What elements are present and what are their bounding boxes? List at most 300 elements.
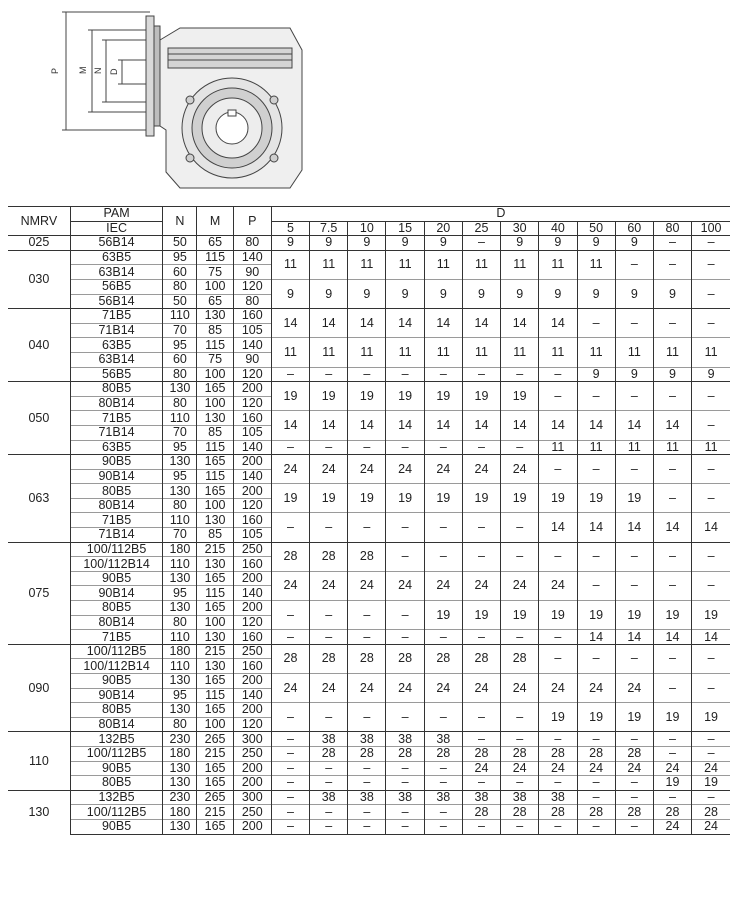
- p-cell: 300: [233, 790, 271, 805]
- d-value-cell: –: [692, 732, 730, 747]
- table-row: [8, 542, 730, 557]
- d-value-cell: 9: [615, 367, 653, 382]
- iec-cell: 80B5: [70, 382, 162, 397]
- iec-cell: 100/112B5: [70, 542, 162, 557]
- d-value-cell: 14: [577, 411, 615, 440]
- d-value-cell: –: [310, 703, 348, 732]
- d-value-cell: 24: [539, 761, 577, 776]
- d-value-cell: –: [692, 746, 730, 761]
- m-cell: 115: [197, 688, 233, 703]
- d-value-cell: 28: [424, 746, 462, 761]
- table-row: [8, 484, 730, 499]
- m-cell: 85: [197, 528, 233, 543]
- d-value-cell: 11: [692, 338, 730, 367]
- d-value-cell: –: [501, 513, 539, 542]
- m-cell: 75: [197, 265, 233, 280]
- dimension-table: [8, 206, 730, 835]
- d-value-cell: 19: [424, 382, 462, 411]
- d-value-cell: 38: [348, 732, 386, 747]
- d-value-cell: 28: [653, 805, 691, 820]
- d-value-cell: –: [348, 601, 386, 630]
- d-value-cell: 24: [501, 571, 539, 600]
- d-value-cell: 28: [577, 746, 615, 761]
- d-value-cell: 28: [348, 644, 386, 673]
- p-cell: 105: [233, 528, 271, 543]
- n-cell: 70: [163, 528, 197, 543]
- d-value-cell: 38: [348, 790, 386, 805]
- d-value-cell: 24: [348, 674, 386, 703]
- d-value-cell: 14: [577, 630, 615, 645]
- m-cell: 100: [197, 717, 233, 732]
- d-value-cell: –: [424, 776, 462, 791]
- table-row: [8, 279, 730, 294]
- header-d: D: [271, 207, 730, 222]
- m-cell: 75: [197, 352, 233, 367]
- d-value-cell: 14: [692, 513, 730, 542]
- d-value-cell: –: [539, 630, 577, 645]
- table-row: [8, 367, 730, 382]
- d-value-cell: 11: [386, 250, 424, 279]
- d-value-cell: –: [462, 367, 500, 382]
- d-value-cell: –: [501, 630, 539, 645]
- d-value-cell: 19: [577, 484, 615, 513]
- d-value-cell: 28: [348, 542, 386, 571]
- d-value-cell: –: [692, 455, 730, 484]
- iec-cell: 90B5: [70, 761, 162, 776]
- table-row: [8, 309, 730, 324]
- iec-cell: 71B14: [70, 528, 162, 543]
- d-value-cell: –: [615, 644, 653, 673]
- d-value-cell: 28: [271, 644, 309, 673]
- d-value-cell: –: [271, 790, 309, 805]
- iec-cell: 56B14: [70, 294, 162, 309]
- d-value-cell: 38: [386, 790, 424, 805]
- n-cell: 110: [163, 513, 197, 528]
- d-value-cell: –: [653, 571, 691, 600]
- p-cell: 200: [233, 484, 271, 499]
- table-row: [8, 644, 730, 659]
- iec-cell: 80B14: [70, 717, 162, 732]
- table-row: [8, 455, 730, 470]
- n-cell: 130: [163, 761, 197, 776]
- p-cell: 105: [233, 323, 271, 338]
- d-value-cell: 14: [271, 411, 309, 440]
- p-cell: 90: [233, 352, 271, 367]
- n-cell: 95: [163, 688, 197, 703]
- d-value-cell: 9: [501, 279, 539, 308]
- d-value-cell: 11: [615, 338, 653, 367]
- header-m: M: [197, 207, 233, 236]
- d-value-cell: 28: [501, 805, 539, 820]
- m-cell: 215: [197, 542, 233, 557]
- m-cell: 130: [197, 411, 233, 426]
- d-value-cell: –: [424, 819, 462, 834]
- d-value-cell: –: [692, 674, 730, 703]
- d-value-cell: –: [386, 761, 424, 776]
- header-d-col: 30: [501, 221, 539, 236]
- gearbox-drawing: [40, 0, 310, 200]
- d-value-cell: 24: [462, 571, 500, 600]
- d-value-cell: 28: [539, 805, 577, 820]
- m-cell: 165: [197, 601, 233, 616]
- iec-cell: 80B14: [70, 615, 162, 630]
- p-cell: 80: [233, 236, 271, 251]
- d-value-cell: 28: [615, 746, 653, 761]
- n-cell: 80: [163, 717, 197, 732]
- iec-cell: 90B14: [70, 688, 162, 703]
- d-value-cell: –: [577, 732, 615, 747]
- d-value-cell: 14: [501, 309, 539, 338]
- d-value-cell: –: [386, 513, 424, 542]
- d-value-cell: 24: [577, 761, 615, 776]
- dim-label-n: N: [93, 67, 103, 74]
- d-value-cell: 19: [615, 484, 653, 513]
- d-value-cell: 9: [271, 279, 309, 308]
- d-value-cell: –: [653, 309, 691, 338]
- d-value-cell: 9: [501, 236, 539, 251]
- d-value-cell: 19: [692, 776, 730, 791]
- p-cell: 160: [233, 659, 271, 674]
- d-value-cell: 24: [424, 674, 462, 703]
- n-cell: 95: [163, 250, 197, 265]
- d-value-cell: 11: [424, 250, 462, 279]
- header-d-col: 100: [692, 221, 730, 236]
- d-value-cell: –: [692, 250, 730, 279]
- d-value-cell: 14: [424, 309, 462, 338]
- d-value-cell: –: [577, 776, 615, 791]
- n-cell: 130: [163, 703, 197, 718]
- m-cell: 65: [197, 294, 233, 309]
- d-value-cell: 24: [577, 674, 615, 703]
- header-d-col: 40: [539, 221, 577, 236]
- d-value-cell: –: [310, 630, 348, 645]
- d-value-cell: 9: [462, 279, 500, 308]
- d-value-cell: –: [653, 746, 691, 761]
- n-cell: 110: [163, 309, 197, 324]
- d-value-cell: 19: [271, 382, 309, 411]
- d-value-cell: –: [348, 367, 386, 382]
- d-value-cell: –: [271, 761, 309, 776]
- header-d-col: 7.5: [310, 221, 348, 236]
- d-value-cell: 9: [386, 236, 424, 251]
- iec-cell: 100/112B5: [70, 746, 162, 761]
- d-value-cell: 14: [539, 309, 577, 338]
- d-value-cell: –: [539, 732, 577, 747]
- m-cell: 130: [197, 557, 233, 572]
- m-cell: 165: [197, 571, 233, 586]
- d-value-cell: –: [501, 367, 539, 382]
- table-row: [8, 746, 730, 761]
- p-cell: 250: [233, 644, 271, 659]
- iec-cell: 80B5: [70, 703, 162, 718]
- n-cell: 80: [163, 498, 197, 513]
- iec-cell: 63B14: [70, 265, 162, 280]
- p-cell: 300: [233, 732, 271, 747]
- d-value-cell: 28: [386, 746, 424, 761]
- d-value-cell: 14: [653, 411, 691, 440]
- m-cell: 100: [197, 615, 233, 630]
- d-value-cell: –: [462, 440, 500, 455]
- d-value-cell: 19: [539, 601, 577, 630]
- d-value-cell: –: [271, 776, 309, 791]
- m-cell: 165: [197, 455, 233, 470]
- iec-cell: 90B14: [70, 469, 162, 484]
- d-value-cell: –: [386, 601, 424, 630]
- iec-cell: 90B14: [70, 586, 162, 601]
- d-value-cell: 24: [692, 819, 730, 834]
- d-value-cell: 9: [310, 236, 348, 251]
- dim-label-m: M: [78, 66, 88, 74]
- p-cell: 250: [233, 746, 271, 761]
- iec-cell: 63B5: [70, 338, 162, 353]
- d-value-cell: 14: [615, 630, 653, 645]
- table-row: [8, 761, 730, 776]
- nmrv-size-cell: 040: [8, 309, 70, 382]
- d-value-cell: –: [271, 819, 309, 834]
- d-value-cell: 19: [577, 601, 615, 630]
- d-value-cell: –: [271, 805, 309, 820]
- d-value-cell: 9: [386, 279, 424, 308]
- d-value-cell: –: [310, 513, 348, 542]
- table-row: [8, 338, 730, 353]
- n-cell: 110: [163, 630, 197, 645]
- table-row: [8, 805, 730, 820]
- d-value-cell: –: [271, 601, 309, 630]
- d-value-cell: –: [692, 279, 730, 308]
- iec-cell: 80B5: [70, 776, 162, 791]
- d-value-cell: 38: [310, 790, 348, 805]
- d-value-cell: –: [692, 382, 730, 411]
- d-value-cell: 28: [271, 542, 309, 571]
- d-value-cell: 11: [462, 338, 500, 367]
- d-value-cell: –: [348, 761, 386, 776]
- d-value-cell: –: [424, 805, 462, 820]
- d-value-cell: 24: [692, 761, 730, 776]
- d-value-cell: 28: [310, 746, 348, 761]
- d-value-cell: –: [424, 703, 462, 732]
- d-value-cell: –: [271, 732, 309, 747]
- d-value-cell: 24: [615, 761, 653, 776]
- d-value-cell: 11: [271, 250, 309, 279]
- d-value-cell: –: [653, 382, 691, 411]
- d-value-cell: 19: [462, 382, 500, 411]
- d-value-cell: 14: [539, 513, 577, 542]
- iec-cell: 71B5: [70, 513, 162, 528]
- header-p: P: [233, 207, 271, 236]
- d-value-cell: –: [310, 440, 348, 455]
- n-cell: 110: [163, 659, 197, 674]
- table-row: [8, 382, 730, 397]
- d-value-cell: –: [348, 805, 386, 820]
- p-cell: 200: [233, 455, 271, 470]
- d-value-cell: –: [386, 805, 424, 820]
- d-value-cell: 24: [271, 674, 309, 703]
- d-value-cell: –: [539, 455, 577, 484]
- nmrv-size-cell: 050: [8, 382, 70, 455]
- d-value-cell: 38: [424, 732, 462, 747]
- p-cell: 200: [233, 571, 271, 586]
- d-value-cell: 28: [386, 644, 424, 673]
- n-cell: 230: [163, 790, 197, 805]
- table-row: [8, 630, 730, 645]
- p-cell: 200: [233, 776, 271, 791]
- d-value-cell: 9: [577, 236, 615, 251]
- d-value-cell: –: [615, 542, 653, 571]
- d-value-cell: –: [577, 790, 615, 805]
- d-value-cell: 19: [653, 703, 691, 732]
- d-value-cell: 14: [424, 411, 462, 440]
- d-value-cell: –: [692, 411, 730, 440]
- iec-cell: 71B14: [70, 323, 162, 338]
- d-value-cell: 24: [653, 819, 691, 834]
- n-cell: 80: [163, 615, 197, 630]
- d-value-cell: –: [501, 440, 539, 455]
- d-value-cell: –: [424, 440, 462, 455]
- d-value-cell: –: [577, 382, 615, 411]
- iec-cell: 90B5: [70, 819, 162, 834]
- d-value-cell: 19: [501, 601, 539, 630]
- n-cell: 80: [163, 367, 197, 382]
- d-value-cell: 24: [386, 571, 424, 600]
- iec-cell: 71B5: [70, 630, 162, 645]
- d-value-cell: 28: [462, 805, 500, 820]
- n-cell: 130: [163, 484, 197, 499]
- m-cell: 115: [197, 440, 233, 455]
- d-value-cell: 11: [386, 338, 424, 367]
- m-cell: 130: [197, 630, 233, 645]
- d-value-cell: –: [462, 542, 500, 571]
- d-value-cell: 14: [615, 513, 653, 542]
- table-row: [8, 411, 730, 426]
- n-cell: 70: [163, 323, 197, 338]
- d-value-cell: –: [501, 776, 539, 791]
- n-cell: 180: [163, 542, 197, 557]
- d-value-cell: –: [386, 819, 424, 834]
- nmrv-size-cell: 090: [8, 644, 70, 732]
- iec-cell: 100/112B5: [70, 805, 162, 820]
- d-value-cell: –: [615, 790, 653, 805]
- d-value-cell: 9: [424, 279, 462, 308]
- d-value-cell: –: [310, 805, 348, 820]
- d-value-cell: –: [539, 819, 577, 834]
- d-value-cell: 24: [539, 571, 577, 600]
- p-cell: 120: [233, 367, 271, 382]
- p-cell: 250: [233, 805, 271, 820]
- d-value-cell: –: [424, 367, 462, 382]
- d-value-cell: 14: [271, 309, 309, 338]
- d-value-cell: 9: [348, 236, 386, 251]
- d-value-cell: 11: [348, 250, 386, 279]
- d-value-cell: –: [386, 776, 424, 791]
- d-value-cell: –: [653, 484, 691, 513]
- p-cell: 140: [233, 688, 271, 703]
- d-value-cell: 38: [539, 790, 577, 805]
- d-value-cell: –: [462, 703, 500, 732]
- d-value-cell: 14: [462, 309, 500, 338]
- iec-cell: 71B14: [70, 425, 162, 440]
- m-cell: 130: [197, 659, 233, 674]
- m-cell: 215: [197, 805, 233, 820]
- iec-cell: 80B5: [70, 484, 162, 499]
- table-row: [8, 440, 730, 455]
- d-value-cell: 38: [386, 732, 424, 747]
- p-cell: 200: [233, 703, 271, 718]
- iec-cell: 80B14: [70, 396, 162, 411]
- d-value-cell: –: [310, 761, 348, 776]
- d-value-cell: 11: [539, 440, 577, 455]
- d-value-cell: 14: [692, 630, 730, 645]
- m-cell: 165: [197, 761, 233, 776]
- n-cell: 130: [163, 601, 197, 616]
- d-value-cell: –: [692, 571, 730, 600]
- p-cell: 120: [233, 396, 271, 411]
- d-value-cell: –: [348, 440, 386, 455]
- n-cell: 110: [163, 557, 197, 572]
- p-cell: 160: [233, 411, 271, 426]
- d-value-cell: 24: [501, 455, 539, 484]
- d-value-cell: 11: [539, 338, 577, 367]
- d-value-cell: –: [577, 819, 615, 834]
- d-value-cell: 11: [615, 440, 653, 455]
- d-value-cell: –: [310, 776, 348, 791]
- d-value-cell: –: [692, 644, 730, 673]
- d-value-cell: –: [692, 484, 730, 513]
- d-value-cell: 24: [539, 674, 577, 703]
- p-cell: 140: [233, 250, 271, 265]
- nmrv-size-cell: 130: [8, 790, 70, 834]
- p-cell: 140: [233, 586, 271, 601]
- nmrv-size-cell: 063: [8, 455, 70, 543]
- d-value-cell: 19: [539, 703, 577, 732]
- d-value-cell: 9: [577, 279, 615, 308]
- d-value-cell: 11: [462, 250, 500, 279]
- d-value-cell: 28: [424, 644, 462, 673]
- d-value-cell: –: [539, 776, 577, 791]
- header-d-col: 25: [462, 221, 500, 236]
- n-cell: 180: [163, 746, 197, 761]
- d-value-cell: 28: [615, 805, 653, 820]
- d-value-cell: 24: [310, 674, 348, 703]
- p-cell: 160: [233, 557, 271, 572]
- d-value-cell: –: [348, 776, 386, 791]
- m-cell: 115: [197, 250, 233, 265]
- d-value-cell: 14: [386, 411, 424, 440]
- iec-cell: 100/112B5: [70, 644, 162, 659]
- p-cell: 80: [233, 294, 271, 309]
- d-value-cell: –: [386, 542, 424, 571]
- header-d-col: 50: [577, 221, 615, 236]
- d-value-cell: 19: [348, 382, 386, 411]
- d-value-cell: 11: [310, 250, 348, 279]
- d-value-cell: 24: [348, 455, 386, 484]
- n-cell: 80: [163, 279, 197, 294]
- d-value-cell: –: [386, 703, 424, 732]
- d-value-cell: 11: [271, 338, 309, 367]
- d-value-cell: –: [539, 644, 577, 673]
- iec-cell: 63B14: [70, 352, 162, 367]
- d-value-cell: –: [386, 367, 424, 382]
- d-value-cell: –: [692, 542, 730, 571]
- m-cell: 265: [197, 790, 233, 805]
- table-row: [8, 601, 730, 616]
- n-cell: 130: [163, 455, 197, 470]
- d-value-cell: –: [653, 236, 691, 251]
- p-cell: 200: [233, 601, 271, 616]
- d-value-cell: 9: [653, 367, 691, 382]
- d-value-cell: –: [462, 236, 500, 251]
- d-value-cell: 28: [348, 746, 386, 761]
- d-value-cell: 14: [462, 411, 500, 440]
